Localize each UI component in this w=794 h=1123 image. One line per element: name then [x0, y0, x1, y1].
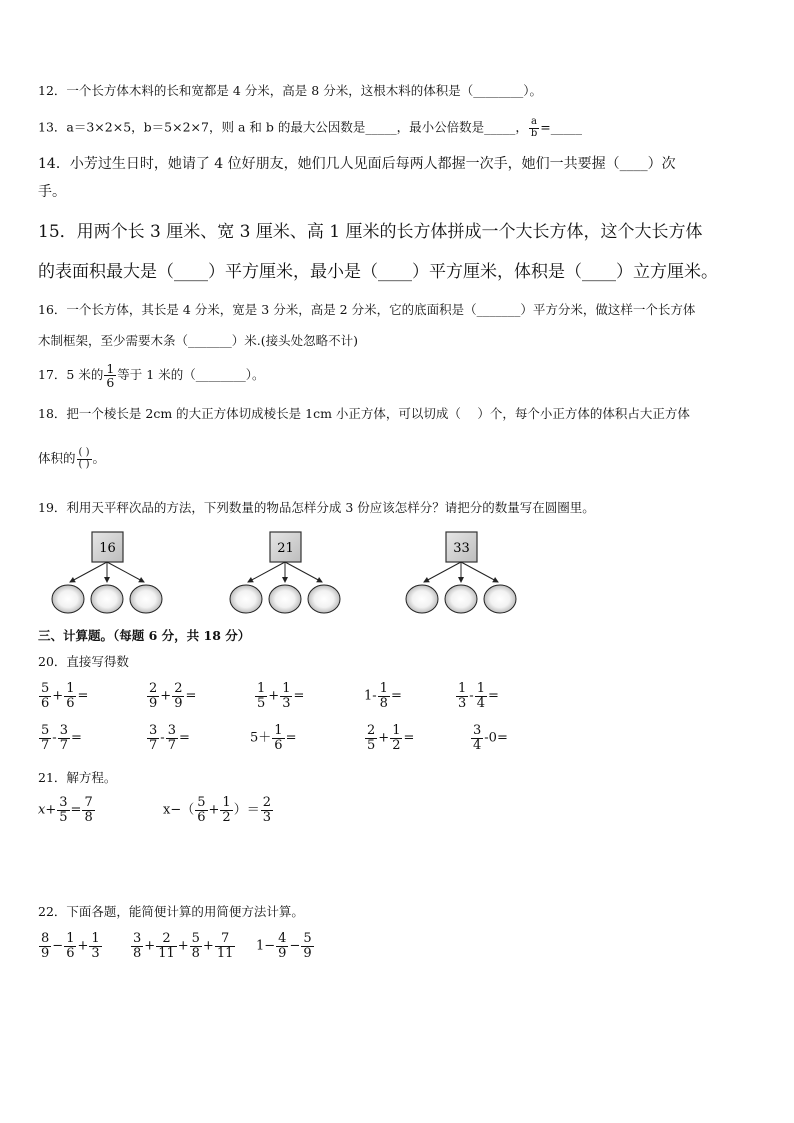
equation-2: x−（ $\frac{5}{6}$ + $\frac{1}{2}$ ）＝ $\frac{2}{3}$ [163, 795, 271, 825]
question-21: 21．解方程。 [38, 770, 117, 785]
calc-a5: $\frac{1}{3}$ - $\frac{1}{4}$ = [458, 681, 499, 711]
tree-33 [406, 532, 516, 613]
equation-1: x+ $\frac{3}{5}$ = $\frac{7}{8}$ [38, 795, 93, 825]
q17-pre: 17．5 米的 [38, 367, 104, 383]
calc-a3: $\frac{1}{5}$ + $\frac{1}{3}$ = [257, 681, 305, 711]
q18-post: 。 [92, 450, 106, 466]
question-16-line2: 木制框架，至少需要木条（_______）米.(接头处忽略不计) [38, 333, 358, 348]
calc-a2: $\frac{2}{9}$ + $\frac{2}{9}$ = [149, 681, 197, 711]
question-13 [38, 117, 582, 139]
answer-circle[interactable] [484, 585, 516, 613]
answer-circle[interactable] [91, 585, 123, 613]
q18-pre: 体积的 [38, 450, 76, 466]
question-17 [38, 362, 264, 389]
calc-b5: $\frac{3}{4}$ -0= [473, 723, 508, 753]
answer-circle[interactable] [130, 585, 162, 613]
answer-circle[interactable] [230, 585, 262, 613]
answer-circle[interactable] [52, 585, 84, 613]
calc-a1: $\frac{5}{6}$ + $\frac{1}{6}$ = [41, 681, 89, 711]
tree-16 [52, 532, 162, 613]
calc-b1: $\frac{5}{7}$ - $\frac{3}{7}$ = [41, 723, 82, 753]
q17-post: 等于 1 米的（________）。 [117, 367, 265, 383]
expression-1: $\frac{8}{9}$ − $\frac{1}{6}$ + $\frac{1}{3}$ [41, 931, 100, 961]
question-16-line1: 16．一个长方体，其长是 4 分米，宽是 3 分米，高是 2 分米，它的底面积是（_______）平方分米，做这样一个长方体 [38, 302, 696, 317]
question-19: 19．利用天平秤次品的方法，下列数量的物品怎样分成 3 份应该怎样分？请把分的数量写在圆圈里。 [38, 500, 595, 515]
question-20: 20．直接写得数 [38, 654, 129, 669]
question-22: 22．下面各题，能简便计算的用简便方法计算。 [38, 904, 304, 919]
tree-number: 21 [277, 541, 294, 556]
question-15-line1: 15．用两个长 3 厘米、宽 3 厘米、高 1 厘米的长方体拼成一个大长方体，这个大长方体 [38, 222, 703, 242]
q18-fraction: $\frac{( )}{( )}$ [78, 447, 90, 470]
balance-trees-diagram [0, 527, 794, 617]
tree-number: 33 [453, 541, 470, 556]
question-12: 12．一个长方体木料的长和宽都是 4 分米，高是 8 分米，这根木料的体积是（________）。 [38, 83, 542, 98]
calc-b4: $\frac{2}{5}$ + $\frac{1}{2}$ = [367, 723, 415, 753]
q13-fraction: $\frac{a}{b}$ [530, 116, 538, 139]
expression-2: $\frac{3}{8}$ + $\frac{2}{11}$ + $\frac{5}{8}$ + $\frac{7}{11}$ [133, 931, 234, 961]
question-14-line1: 14．小芳过生日时，她请了 4 位好朋友，她们几人见面后每两人都握一次手，她们一共要握（____）次 [38, 156, 676, 172]
calc-b2: $\frac{3}{7}$ - $\frac{3}{7}$ = [149, 723, 190, 753]
answer-circle[interactable] [308, 585, 340, 613]
question-18-line2 [38, 448, 105, 470]
question-15-line2: 的表面积最大是（____）平方厘米，最小是（____）平方厘米，体积是（____）立方厘米。 [38, 262, 718, 282]
tree-number: 16 [99, 541, 116, 556]
tree-21 [230, 532, 340, 613]
q13-tail: =_____ [540, 119, 582, 135]
question-14-line2: 手。 [38, 184, 66, 200]
answer-circle[interactable] [406, 585, 438, 613]
calc-b3: 5＋ $\frac{1}{6}$ = [250, 723, 297, 753]
q17-fraction: $\frac{1}{6}$ [106, 361, 115, 391]
answer-circle[interactable] [445, 585, 477, 613]
calc-a4: 1- $\frac{1}{8}$ = [364, 681, 402, 711]
section-3-heading: 三、计算题。（每题 6 分，共 18 分） [38, 628, 251, 643]
answer-circle[interactable] [269, 585, 301, 613]
question-18-line1: 18．把一个棱长是 2cm 的大正方体切成棱长是 1cm 小正方体，可以切成（ ）个，每个小正方体的体积占大正方体 [38, 406, 690, 421]
expression-3: 1− $\frac{4}{9}$ − $\frac{5}{9}$ [256, 931, 312, 961]
q13-text: 13．a＝3×2×5，b＝5×2×7，则 a 和 b 的最大公因数是_____，最小公倍数是_____， [38, 119, 528, 135]
